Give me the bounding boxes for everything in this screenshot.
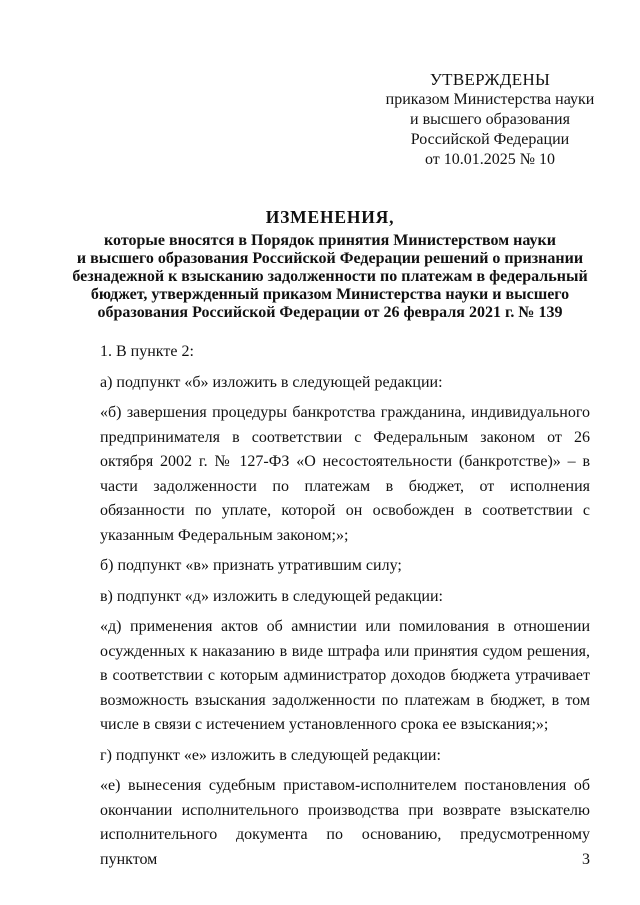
paragraph-item-a: а) подпункт «б» изложить в следующей редакции: — [100, 373, 443, 391]
title-line: образования Российской Федерации от 26 февраля 2021 г. № 139 — [97, 304, 563, 321]
paragraph-item-g: г) подпункт «е» изложить в следующей редакции: — [100, 746, 441, 764]
approval-line: приказом Министерства науки — [385, 91, 595, 108]
title-line: которые вносятся в Порядок принятия Министерством науки — [104, 232, 556, 249]
quote-subitem-e: «е) вынесения судебным приставом-исполнителем постановления об окончании исполнительного производства при возврате взыскателю исполнительного документа по основанию, предусмотренному пунктом 3 — [100, 777, 590, 868]
paragraph-item-v: в) подпункт «д» изложить в следующей редакции: — [100, 587, 443, 605]
paragraph-item-1: 1. В пункте 2: — [100, 343, 194, 360]
document-title — [60, 208, 600, 322]
title-line: и высшего образования Российской Федерации решений о признании — [76, 250, 584, 267]
title-line: бюджет, утвержденный приказом Министерства науки и высшего — [90, 286, 570, 303]
approval-line: и высшего образования — [410, 111, 570, 128]
title-main: ИЗМЕНЕНИЯ, — [265, 207, 395, 227]
paragraph-item-b: б) подпункт «в» признать утратившим силу; — [100, 557, 402, 574]
approval-heading: УТВЕРЖДЕНЫ — [429, 70, 551, 89]
approval-line: Российской Федерации — [410, 131, 570, 148]
document-body — [100, 340, 590, 872]
quote-subitem-d: «д) применения актов об амнистии или помилования в отношении осужденных к наказанию в виде штрафа или принятия судом решения, в соответствии с которым администратор доходов бюджета утрачивает возможность взыскания задолженности по платежам в бюджет, в том числе в связи с истечением установленного срока ее взыскания;»; — [100, 618, 590, 733]
title-line: безнадежной к взысканию задолженности по платежам в федеральный — [72, 268, 588, 285]
quote-subitem-b: «б) завершения процедуры банкротства гражданина, индивидуального предпринимателя в соответствии с Федеральным законом от 26 октября 2002 г. № 127-ФЗ «О несостоятельности (банкротстве)» – в части задолженности по платежам в бюджет, от исполнения обязанности по уплате, которой он освобожден в соответствии с указанным Федеральным законом;»; — [100, 404, 590, 544]
approval-line: от 10.01.2025 № 10 — [424, 151, 556, 168]
approval-block — [360, 70, 620, 170]
